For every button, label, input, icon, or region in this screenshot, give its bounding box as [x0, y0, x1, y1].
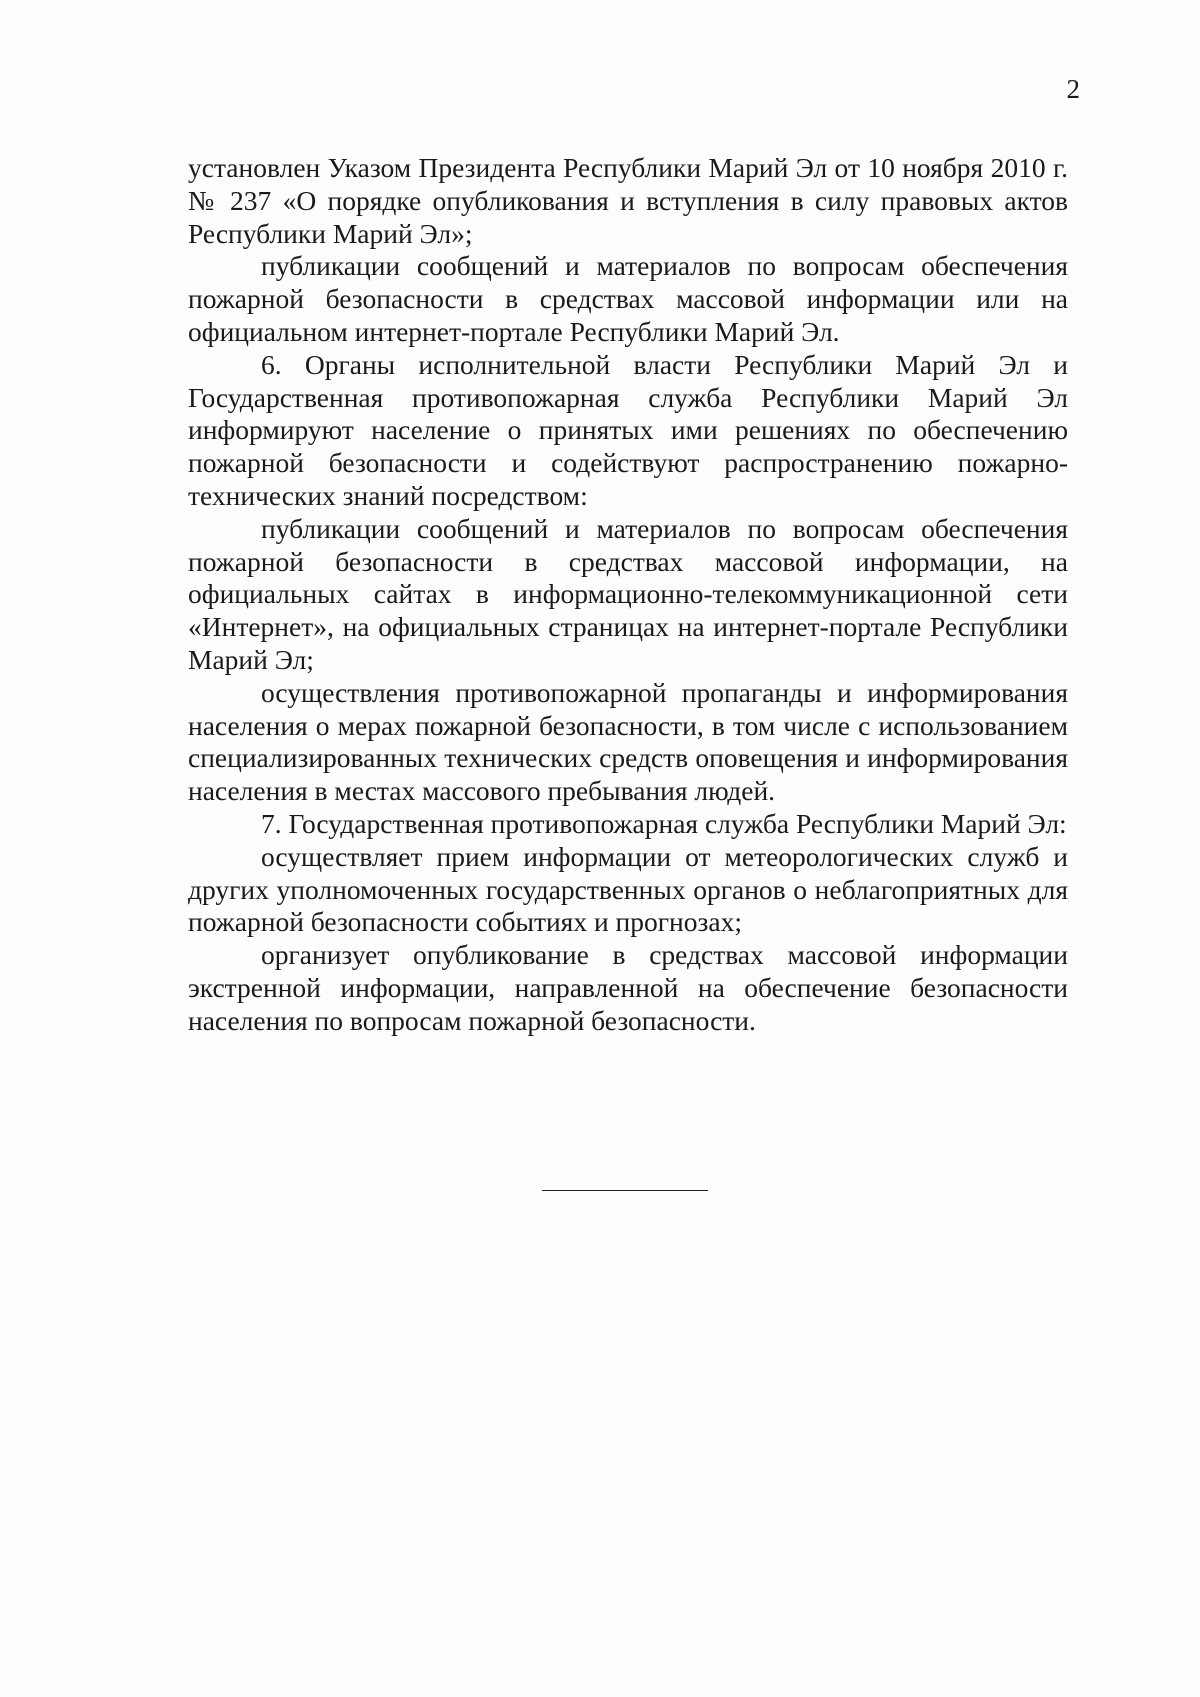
end-separator-line [542, 1190, 708, 1191]
paragraph-clause-7: 7. Государственная противопожарная служба Республики Марий Эл: [261, 807, 1067, 839]
document-body [188, 152, 1068, 1038]
page-number: 2 [1066, 74, 1080, 104]
paragraph-clause-6: 6. Органы исполнительной власти Республики Марий Эл и Государственная противопожарная служба Республики Марий Эл информируют население о принятых ими решениях по обеспечению пожарной безопасности и содействуют распространению пожарно-технических знаний посредством: [188, 348, 1068, 511]
paragraph-weather-info: осуществляет прием информации от метеорологических служб и других уполномоченных государственных органов о неблагоприятных для пожарной безопасности событиях и прогнозах; [188, 840, 1068, 938]
paragraph-internet-publication: публикации сообщений и материалов по вопросам обеспечения пожарной безопасности в средствах массовой информации, на официальных сайтах в информационно-телекоммуникационной сети «Интернет», на официальных страницах на интернет-портале Республики Марий Эл; [188, 512, 1068, 675]
paragraph-decree-reference: установлен Указом Президента Республики Марий Эл от 10 ноября 2010 г. № 237 «О порядке опубликования и вступления в силу правовых актов Республики Марий Эл»; [188, 152, 1068, 249]
paragraph-emergency-info: организует опубликование в средствах массовой информации экстренной информации, направленной на обеспечение безопасности населения по вопросам пожарной безопасности. [188, 939, 1068, 1036]
paragraph-media-publication: публикации сообщений и материалов по вопросам обеспечения пожарной безопасности в средствах массовой информации или на официальном интернет-портале Республики Марий Эл. [188, 250, 1068, 347]
paragraph-fire-propaganda: осуществления противопожарной пропаганды и информирования населения о мерах пожарной безопасности, в том числе с использованием специализированных технических средств оповещения и информирования населения в местах массового пребывания людей. [188, 676, 1068, 807]
